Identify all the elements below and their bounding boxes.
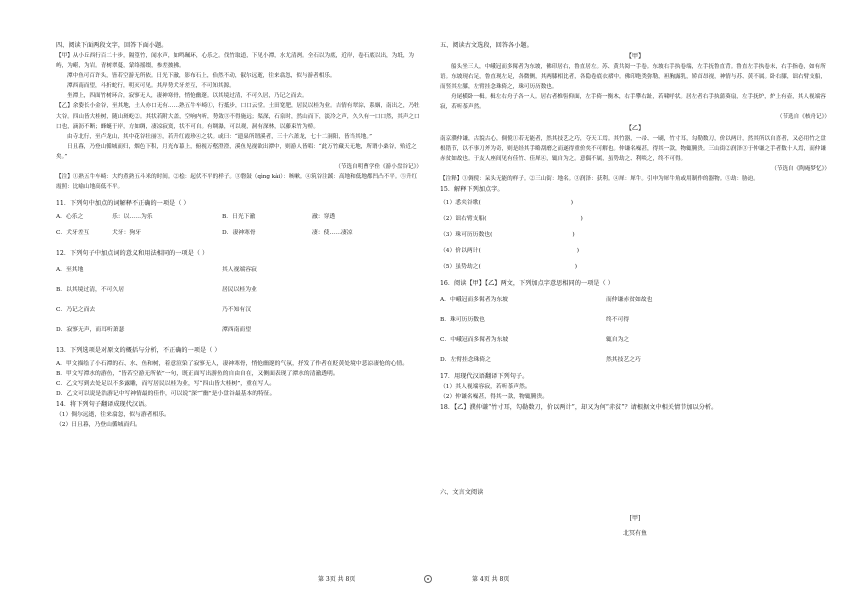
option-b-phrase: B．日光下澈 [222, 214, 256, 221]
right-column [440, 40, 830, 544]
question-14-item: （2）日且暮，乃登山循城而归。 [56, 422, 141, 429]
option-left: A．至其地 [56, 267, 84, 274]
question-12-option [56, 285, 422, 295]
section-6-passage-label: [甲] [629, 515, 641, 523]
question-14-item: （1）倜尔远逝，往来翕忽，似与游者相乐。 [56, 412, 170, 419]
question-16-option [440, 335, 830, 345]
passage-b [56, 101, 422, 162]
item-text: （5）虽势劫之( [440, 264, 481, 271]
passage-jia-label: 【甲】 [625, 53, 645, 60]
section-6-title: 六、文言文阅读 [440, 489, 484, 497]
question-12-option [56, 305, 422, 315]
binding-hole-icon [424, 575, 432, 583]
passage-source: （节选自明曹学佺《游小盘谷记》） [335, 164, 422, 171]
question-16-stem: 16．阅读【甲】【乙】两文，下列加点字意思相同的一项是（ ） [440, 280, 614, 288]
question-13-option: D．乙文可以说是浩游记中写神情最的佳作，可以说“深”“幽”是小盘谷最基本的特征。 [56, 391, 276, 398]
passage-a-para: 潭中鱼可百许头，皆若空游无所依。日光下澈，影布石上，佁然不动，俶尔远逝，往来翕忽，似与游者相乐。 [67, 73, 336, 80]
question-17-item: （1）其人视端容寂，若听茶声然。 [440, 384, 531, 391]
passage-yi-source: （节选自《陶庵梦忆》） [771, 165, 830, 172]
option-left: B．以其境过清，不可久居 [56, 287, 125, 294]
passage-b-para: 【乙】余姿长小金谷，至其地，土人亦口无有……熟五牛车崎①，行抵步，口口云堂。土田宽肥，居民以桂为业。吉情有翠淙，系姻，南出之，乃牡大谷。四山皆大桂树，随山斑屹②。其状若附大盖，空响内听，势敛③不得施远；渠深，石泉时，然山而下，淡冷之声，久久有一口口然，其声之口口也，滴沥不断；蜂蜒于岸，方如绸，凄凉寂寞，状不可自。有绸瀑，可以观，洞有深林，以藤束竹为桥。 [56, 103, 420, 130]
option-right: 其人视端容寂 [222, 267, 257, 274]
passage-yi-label: 【乙】 [625, 124, 645, 132]
option-d-phrase: D．凄神寒骨 [222, 230, 256, 237]
question-17-item: （2）仲谦名噪甚，得其一款，物辄腾贵。 [440, 394, 549, 401]
option-left: C．乃记之而去 [56, 307, 96, 314]
section-6-passage-title: 北冥有鱼 [622, 530, 647, 538]
question-13-option: C．乙文写到去处足以不多露雕，而写居民以桂为业，写“四山皆大桂树”，重在写人。 [56, 381, 276, 388]
item-text: （3）珠可历历数也( [440, 232, 493, 239]
question-13-option: A．甲文描绘了小石潭的石、水、鱼和树，着意渲染了寂寥无人，凄神寒骨，悄怆幽邃的气氛，抒发了作者在贬黄处境中悲凉凄怆的心情。 [56, 361, 409, 368]
section-4-title: 四、阅读下面两段文字，回答下面小题。 [56, 42, 168, 49]
question-17-stem: 17．用现代汉语翻译下列句子。 [440, 373, 529, 381]
left-column [56, 40, 422, 430]
option-left: D．左臂挂念珠倚之 [440, 357, 492, 364]
question-15-stem: 15．解释下列加点字。 [440, 186, 504, 194]
option-left: B．珠可历历数也 [440, 317, 485, 324]
question-12-option [56, 265, 422, 275]
option-b-gloss: 澈：穿透 [312, 214, 336, 221]
question-12-stem: 12．下列句子中加点词的意义和用法相同的一项是（ ） [56, 250, 209, 258]
question-14-stem: 14．将下列句子翻译成现代汉语。 [56, 401, 151, 409]
notes: 【注】①熟五牛车崎：大约煮熟五斗米的时间。②桧：起伏不平的样子。③磐鼓（qìng kài）：咳嗽。④筑谷注蹊：高地和低地都凹凸不平。⑤升红霞照：比喻山地高低不平。 [56, 174, 418, 191]
passage-a-para: 坐潭上，四面竹树环合，寂寥无人，凄神寒骨，悄怆幽邃。以其境过清，不可久居，乃记之而去。 [67, 93, 308, 100]
question-15-item: （4）价以两计( ) [440, 248, 579, 255]
option-left: C．中峨冠而多髯者为东坡 [440, 337, 509, 344]
option-right: 辄自为之 [606, 337, 630, 344]
question-16-option [440, 355, 830, 365]
question-11-option-row [56, 228, 422, 238]
passage-jia-para: 船头坐三人，中峨冠而多髯者为东坡，佛印居右，鲁直居左。苏、黄共阅一手卷。东坡右手执卷端，左手抚鲁直背。鲁直左手执卷末，右手指卷，如有所语。东坡现右足，鲁直现左足，各微侧，其两膝相比者，各隐卷底衣褶中。佛印绝类弥勒，袒胸露乳，矫首昂视，神情与苏、黄不属。卧右膝，诎右臂支船，而竖其左膝，左臂挂念珠倚之，珠可历历数也。 [440, 64, 826, 91]
item-text: （4）价以两计( [440, 248, 481, 255]
question-11-stem: 11．下列句中加点的词解释不正确的一项是（ ） [56, 200, 190, 208]
question-18-stem: 18．【乙】濮仲谦“竹寸耳，勾勒数刀，价以两计”，却又为何“赤贫”？请根据文中相关情节加以分析。 [440, 404, 718, 412]
question-15-item: （2）诎右臂支船( ) [440, 216, 583, 223]
page-footer-left: 第 3页 共 8页 [318, 576, 356, 583]
notes: 【注释】①倜傥：呆头无能的样子。②三山街：地名。③润泽：获利。④犀：犀牛。引申为犀牛角或用制作的器物。⑤劫：胁迫。 [440, 175, 759, 182]
right-page [430, 0, 860, 608]
passage-jia-source: （节选自《核舟记》） [776, 114, 830, 121]
section-5-title: 五、阅读古文选段，回答各小题。 [440, 42, 533, 49]
option-right: 而仲谦赤贫如故也 [606, 297, 653, 304]
option-a-gloss: 乐：以……为乐 [112, 214, 153, 221]
question-13-option: B．甲文写潭水的游鱼，“皆若空游无所依”一句，既正面写出游鱼的自由自在，又侧面表现了潭水的清澈透明。 [56, 371, 339, 378]
passage-a-para: 潭西南而望，斗折蛇行，明灭可见。其岸势犬牙差互，不可知其源。 [67, 83, 235, 90]
page-footer-right: 第 4页 共 8页 [472, 576, 510, 583]
item-text: （1）悉夹谷歌( [440, 200, 481, 207]
option-right: 乃不知有汉 [222, 307, 251, 314]
option-right: 潭西南而望 [222, 327, 251, 334]
option-d-gloss: 凄：使……凄凉 [312, 230, 353, 237]
option-right: 终不可得 [606, 317, 630, 324]
question-12-option [56, 325, 422, 335]
passage-jia-para: 舟尾横卧一楫。楫左右舟子各一人。居右者椎髻仰面，左手倚一衡木，右手攀右趾，若啸呼状。居左者右手执蒲葵扇，左手抚炉，炉上有壶，其人视端容寂，若听茶声然。 [440, 94, 826, 111]
option-right: 居民以桂为业 [222, 287, 257, 294]
question-16-option [440, 315, 830, 325]
passage-b-para: 日且暮，乃登山循城而归，烟色下积，月光布幕上，俯视万壑澄澄，溪鱼见视欲出潭中，则游人皆唱：“此万竹藏天无地，所谓小桑谷，殆近之矣。” [56, 143, 417, 160]
option-left: D．寂寥无声，而耳听萧瑟 [56, 327, 125, 334]
question-15-item: （1）悉夹谷歌( ) [440, 200, 573, 207]
question-16-option [440, 295, 830, 305]
passage-yi-para: 南京濮仲谦，古貌古心，倜傥①若无能者，然其技艺之巧，夺天工焉。其竹器，一帚、一刷，竹寸耳，勾勒数刀，价以两计，然其所以自喜者，又必用竹之盘根错节，以不事刀斧为奇，则是经其手略刮磨之而遂得重价矣不可解也。仲谦名噪甚，得其一款，物辄腾贵。三山街②润泽③于仲谦之手者数十人焉，而仲谦赤贫如故也。于友人座间见有佳竹、佳犀④，辄自为之。意偶不属，虽势劫之、利啖之，终不可得。 [440, 135, 826, 162]
question-13-stem: 13．下列选项是对原文的概括与分析，不正确的一项是（ ） [56, 347, 221, 355]
option-right: 然其技艺之巧 [606, 357, 641, 364]
option-c-gloss: 犬牙：狗牙 [112, 230, 141, 237]
option-left: A．中峨冠而多髯者为东坡 [440, 297, 508, 304]
passage-b-para: 由寺北行，至卢龙山，其中花谷壮丽③，若升红霞珍④之状。或曰：“遗臬所谓溪者，三十六萧龙，七十二洞阳，皆当其地。” [67, 133, 372, 140]
item-text: （2）诎右臂支船( [440, 216, 487, 223]
question-11-option-row [56, 212, 422, 222]
question-15-item: （3）珠可历历数也( ) [440, 232, 575, 239]
passage-a [56, 51, 422, 101]
passage-a-para: 【甲】从小丘西行百二十步，隔篁竹，闻水声，如鸣珮环，心乐之。伐竹取道，下见小潭，水尤清冽。全石以为底，近岸，卷石底以出，为坻，为屿，为嵁，为岩。青树翠蔓，蒙络摇缀，参差披拂。 [56, 53, 415, 70]
option-c-phrase: C．犬牙差互 [56, 230, 90, 237]
question-15-item: （5）虽势劫之( ) [440, 264, 577, 271]
option-a-phrase: A．心乐之 [56, 214, 84, 221]
